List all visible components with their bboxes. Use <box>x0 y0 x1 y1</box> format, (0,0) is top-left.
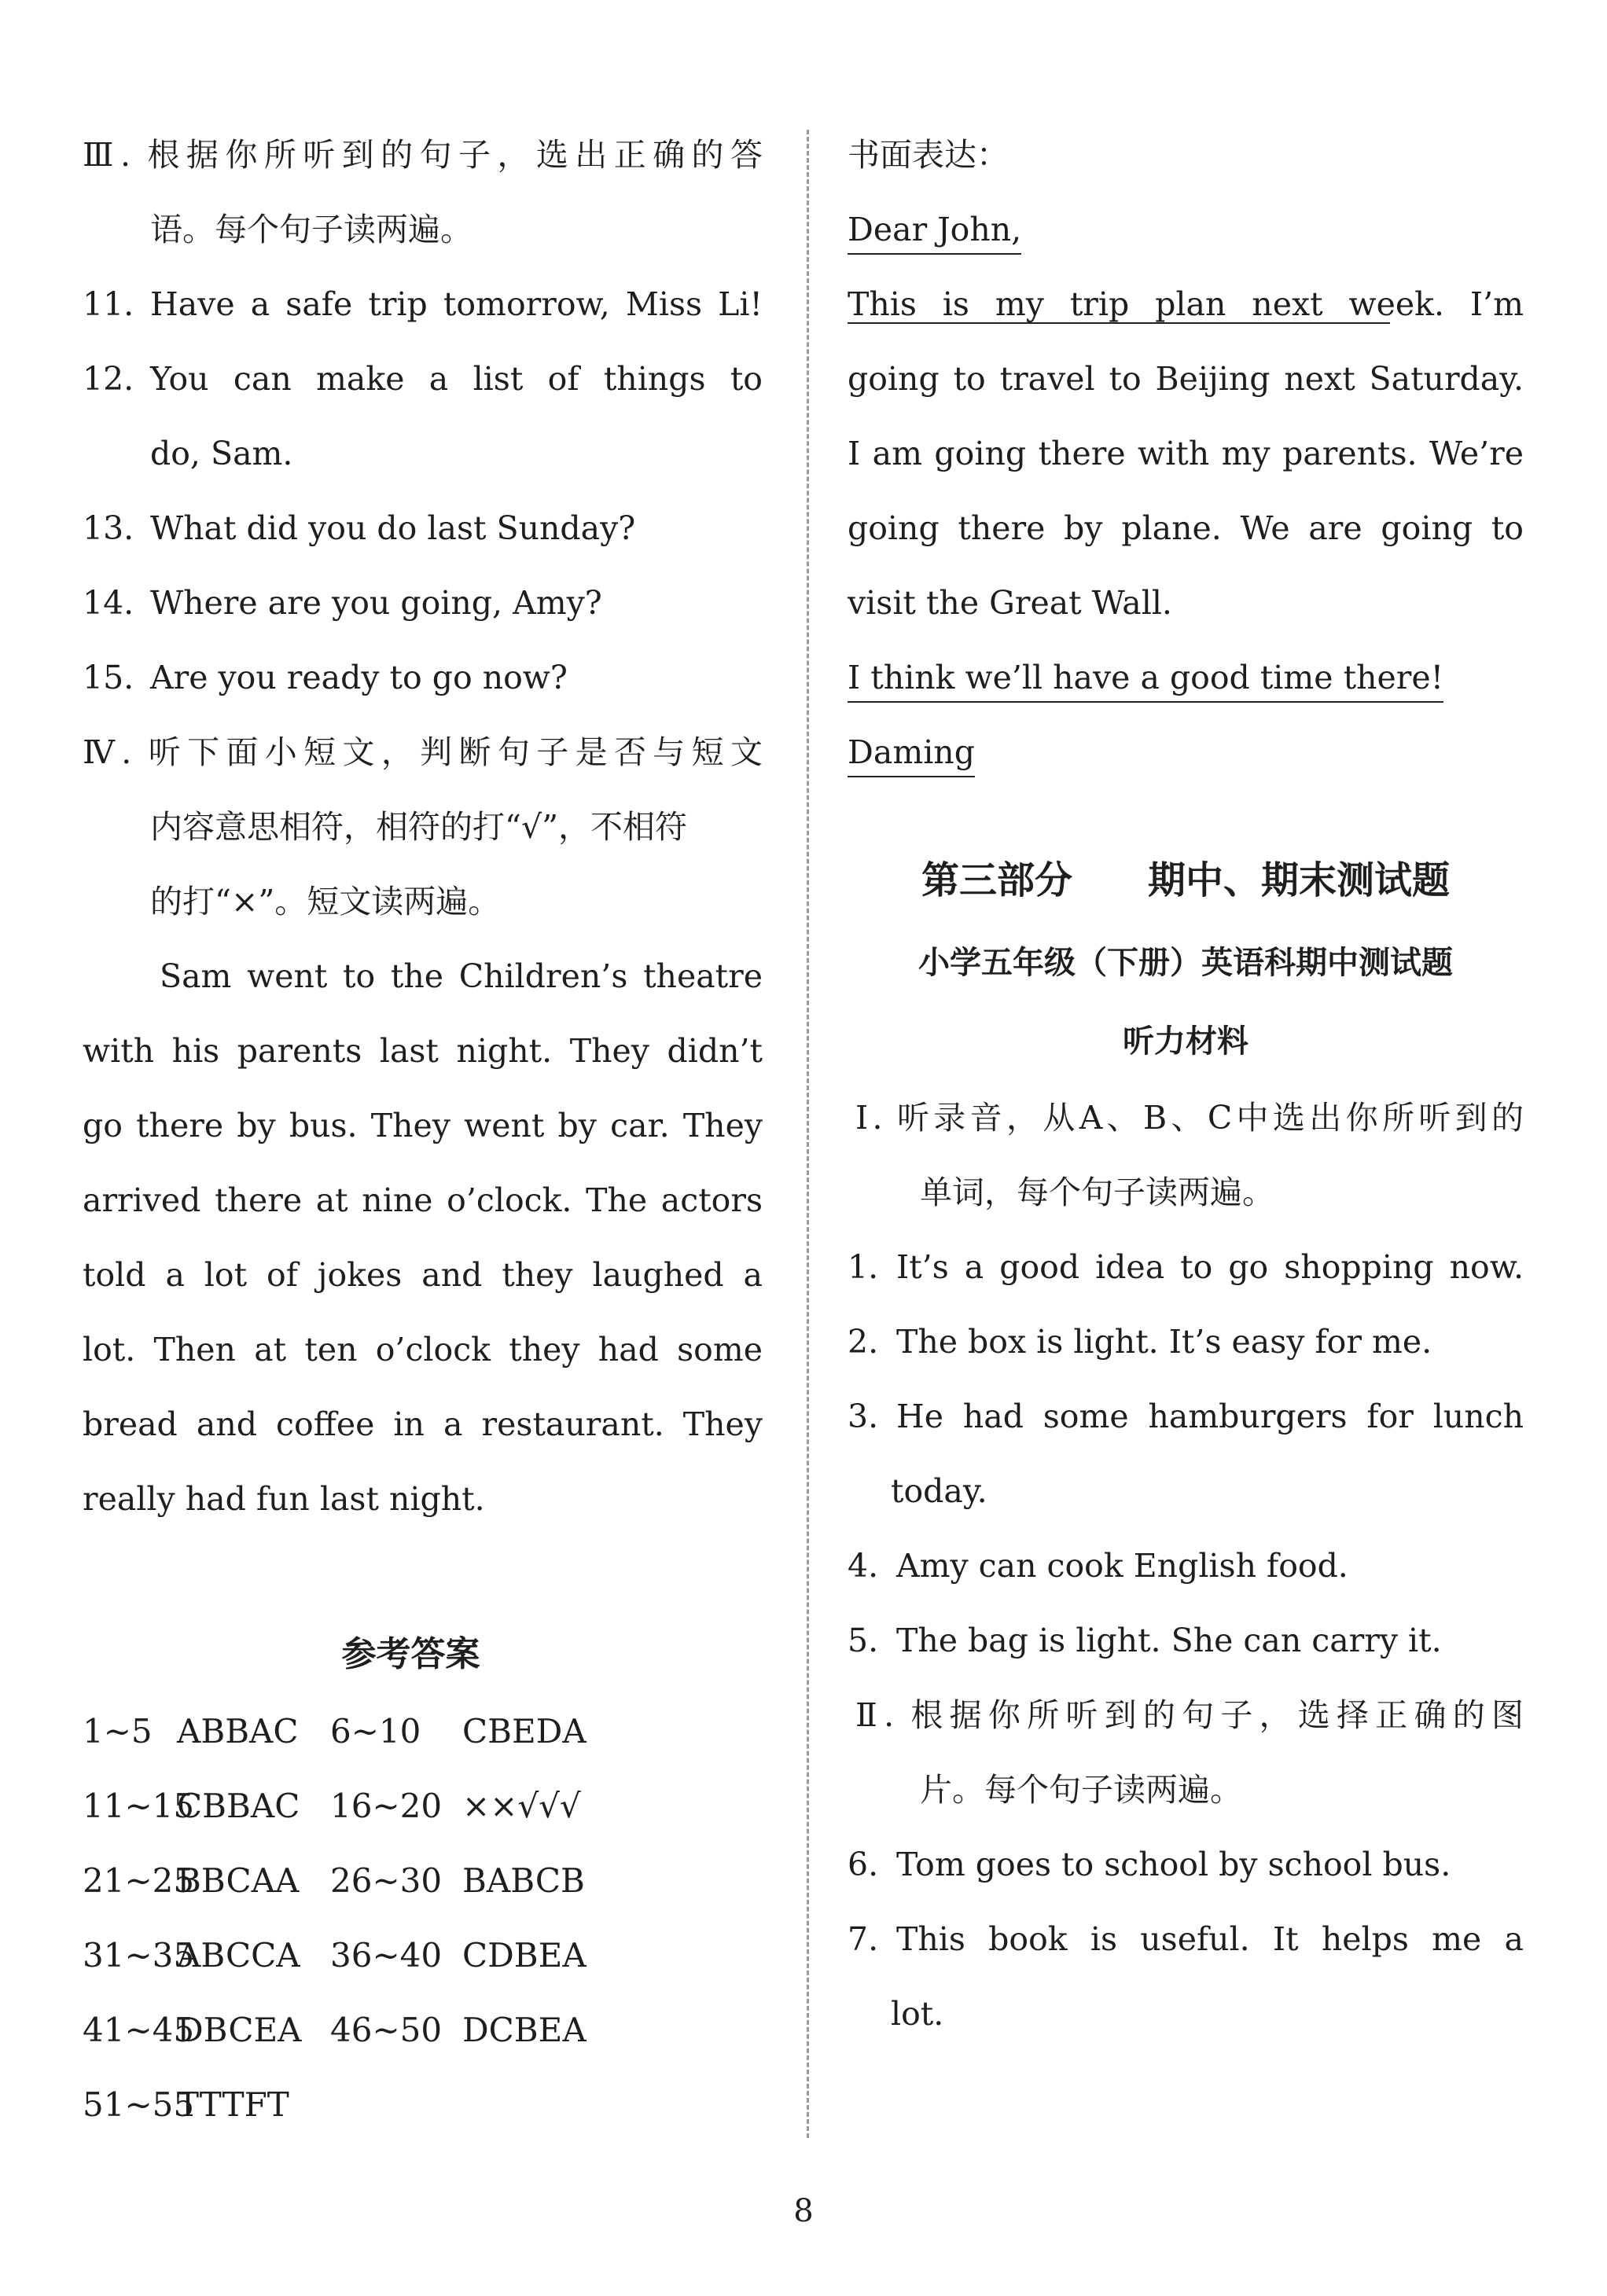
answer-key: DCBEA <box>462 2011 587 2049</box>
answer-range: 46~50 <box>330 2011 443 2049</box>
list-item <box>83 342 763 417</box>
item-number: 4. <box>848 1547 879 1585</box>
section-3-heading: Ⅲ. 根据你所听到的句子，选出正确的答 <box>83 136 763 174</box>
item-text-cont: lot. <box>891 1995 944 2033</box>
answer-key: BABCB <box>462 1861 585 1900</box>
item-text-cont: today. <box>891 1472 987 1510</box>
item-text: He had some hamburgers for lunch <box>896 1398 1524 1435</box>
list-item <box>848 1604 1524 1678</box>
answer-range: 41~45 <box>83 2011 195 2049</box>
item-number: 1. <box>848 1248 879 1286</box>
list-item <box>83 267 763 342</box>
answer-key: CBBAC <box>177 1787 300 1825</box>
item-text: The bag is light. She can carry it. <box>896 1622 1442 1659</box>
item-text: Are you ready to go now? <box>150 659 568 696</box>
list-item <box>848 1305 1524 1379</box>
page-number: 8 <box>793 2193 814 2229</box>
item-text: Amy can cook English food. <box>896 1547 1348 1585</box>
answer-key: ABBAC <box>177 1712 299 1750</box>
exam-title: 小学五年级（下册）英语科期中测试题 <box>918 945 1453 981</box>
letter-line: going there by plane. We are going to <box>848 509 1524 547</box>
item-text: It’s a good idea to go shopping now. <box>896 1248 1524 1286</box>
section-4-heading: Ⅳ. 听下面小短文，判断句子是否与短文 <box>83 733 763 771</box>
letter-line: visit the Great Wall. <box>848 584 1172 622</box>
answer-range: 26~30 <box>330 1861 443 1900</box>
answer-key: CDBEA <box>462 1936 587 1975</box>
answer-key: ××√√√ <box>462 1787 581 1825</box>
item-text-cont: do, Sam. <box>150 435 293 472</box>
answer-row <box>83 1918 763 1993</box>
item-text: What did you do last Sunday? <box>150 509 636 547</box>
list-item <box>848 1230 1524 1305</box>
signature-text: Daming <box>848 733 975 777</box>
list-item <box>848 1379 1524 1454</box>
answer-range: 51~55 <box>83 2085 195 2124</box>
passage-line: arrived there at nine o’clock. The actors <box>83 1181 763 1219</box>
list-item <box>848 1828 1524 1902</box>
section-1-heading: Ⅰ. 听录音，从A、B、C中选出你所听到的 <box>855 1099 1524 1137</box>
answer-key: ABCCA <box>177 1936 300 1975</box>
list-item <box>83 641 763 715</box>
part-3-title: 第三部分 期中、期末测试题 <box>921 858 1450 902</box>
letter-salutation <box>848 193 1524 267</box>
answer-range: 11~15 <box>83 1787 195 1825</box>
item-text: This book is useful. It helps me a <box>896 1920 1524 1958</box>
passage-line: Sam went to the Children’s theatre <box>160 957 763 995</box>
item-text: The box is light. It’s easy for me. <box>896 1323 1432 1361</box>
section-1-heading-cont: 单词，每个句子读两遍。 <box>920 1174 1274 1211</box>
letter-line <box>848 267 1524 342</box>
answer-range: 1~5 <box>83 1712 153 1750</box>
salutation-text: Dear John, <box>848 211 1021 255</box>
passage-line: told a lot of jokes and they laughed a <box>83 1256 763 1294</box>
listening-title: 听力材料 <box>1123 1023 1248 1060</box>
letter-closing <box>848 641 1524 715</box>
section-4-heading-cont: 内容意思相符，相符的打“√”，不相符 <box>150 808 688 846</box>
answer-row <box>83 2067 763 2142</box>
item-number: 5. <box>848 1622 879 1659</box>
passage-line: lot. Then at ten o’clock they had some <box>83 1331 763 1368</box>
item-number: 2. <box>848 1323 879 1361</box>
right-column <box>848 118 1524 2052</box>
section-2-heading: Ⅱ. 根据你所听到的句子，选择正确的图 <box>855 1696 1524 1734</box>
section-2-heading-cont: 片。每个句子读两遍。 <box>920 1771 1242 1809</box>
item-number: 6. <box>848 1846 879 1883</box>
item-number: 3. <box>848 1398 879 1435</box>
section-3-heading-cont: 语。每个句子读两遍。 <box>150 211 473 248</box>
answer-range: 36~40 <box>330 1936 443 1975</box>
answer-row <box>83 1694 763 1769</box>
left-column <box>83 118 763 2142</box>
answer-key: CBEDA <box>462 1712 587 1750</box>
answer-key: BBCAA <box>177 1861 300 1900</box>
item-number: 14. <box>83 584 134 622</box>
list-item <box>83 491 763 566</box>
item-text: Have a safe trip tomorrow, Miss Li! <box>150 285 763 323</box>
item-number: 11. <box>83 285 134 323</box>
answer-range: 6~10 <box>330 1712 421 1750</box>
letter-signature <box>848 715 1524 790</box>
passage-line: really had fun last night. <box>83 1480 485 1518</box>
writing-title: 书面表达： <box>848 136 1009 174</box>
item-text: Tom goes to school by school bus. <box>896 1846 1451 1883</box>
answer-key: TTTFT <box>177 2085 289 2124</box>
item-number: 15. <box>83 659 134 696</box>
answer-range: 31~35 <box>83 1936 195 1975</box>
answers-title: 参考答案 <box>341 1634 480 1674</box>
answer-row <box>83 1993 763 2067</box>
letter-text: This is my trip plan next week. I’m <box>848 285 1524 323</box>
underline <box>848 322 1390 324</box>
column-divider <box>807 130 809 2138</box>
item-number: 12. <box>83 360 134 398</box>
closing-text: I think we’ll have a good time there! <box>848 659 1443 703</box>
passage-line: bread and coffee in a restaurant. They <box>83 1405 763 1443</box>
answer-row <box>83 1843 763 1918</box>
passage-line: with his parents last night. They didn’t <box>83 1032 763 1070</box>
letter-line: going to travel to Beijing next Saturday. <box>848 360 1524 398</box>
item-number: 13. <box>83 509 134 547</box>
answer-row <box>83 1769 763 1843</box>
section-4-heading-cont: 的打“×”。短文读两遍。 <box>150 883 501 920</box>
answer-range: 16~20 <box>330 1787 443 1825</box>
list-item <box>848 1529 1524 1604</box>
list-item <box>83 566 763 641</box>
list-item <box>848 1902 1524 1977</box>
answer-range: 21~25 <box>83 1861 195 1900</box>
item-number: 7. <box>848 1920 879 1958</box>
answer-key: DBCEA <box>177 2011 302 2049</box>
item-text: You can make a list of things to <box>150 360 763 398</box>
letter-line: I am going there with my parents. We’re <box>848 435 1524 472</box>
passage-line: go there by bus. They went by car. They <box>83 1107 763 1144</box>
item-text: Where are you going, Amy? <box>150 584 602 622</box>
